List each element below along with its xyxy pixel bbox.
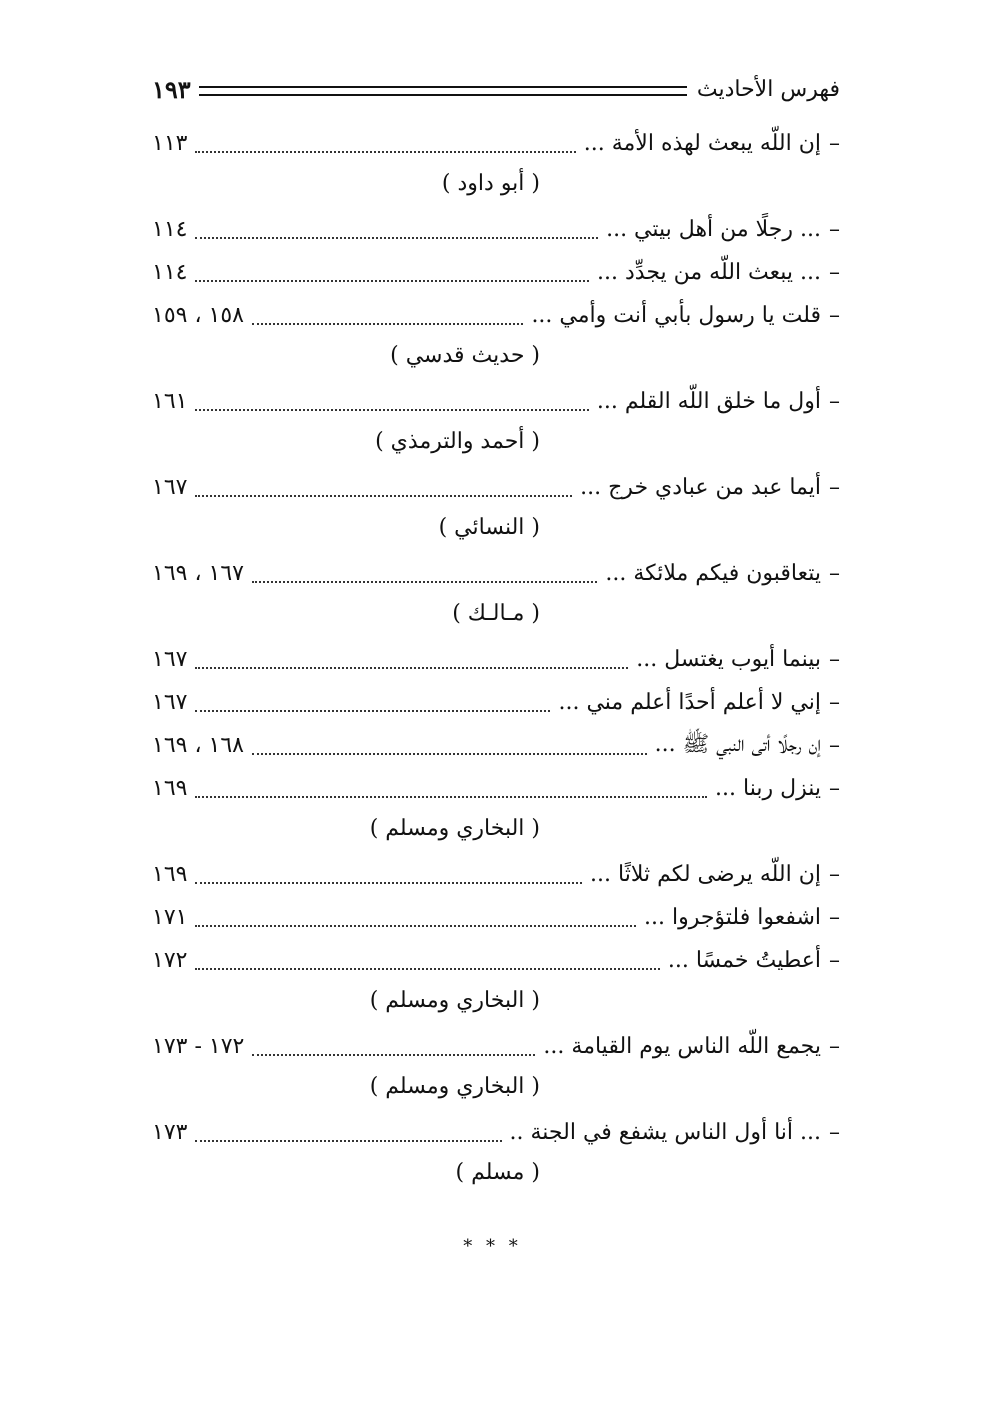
dot-leader	[195, 237, 598, 239]
index-entry-row	[152, 380, 840, 423]
index-entry-row	[152, 724, 840, 767]
page-reference: ١١٤	[152, 217, 188, 242]
entry-dash: –	[829, 389, 840, 414]
hadith-incipit: أعطيتُ خمسًا ...	[667, 948, 821, 973]
section-end-stars: * * *	[463, 1236, 522, 1257]
page-reference: ١٦٩	[152, 776, 188, 801]
entry-dash: –	[829, 260, 840, 285]
source-attribution-row	[152, 982, 840, 1025]
source-attribution-row	[152, 595, 840, 638]
index-entry-row	[152, 896, 840, 939]
page-reference: ١٦٧	[152, 647, 188, 672]
page-reference: ١٧٢	[152, 948, 188, 973]
dot-leader	[195, 495, 572, 497]
dot-leader	[195, 882, 582, 884]
entry-dash: –	[829, 776, 840, 801]
page-reference: ١١٣	[152, 131, 188, 156]
page-reference: ١٧٣	[152, 1120, 188, 1145]
page-reference: ١٦٧	[152, 475, 188, 500]
dot-leader	[195, 667, 628, 669]
entry-dash: –	[829, 131, 840, 156]
page-reference: ١٧٢ - ١٧٣	[152, 1034, 245, 1059]
header-title: فهرس الأحاديث	[696, 76, 840, 102]
page-reference: ١٦٧	[152, 690, 188, 715]
hadith-incipit: يجمع اللّه الناس يوم القيامة ...	[543, 1034, 821, 1059]
dot-leader	[195, 925, 636, 927]
index-entry-row	[152, 251, 840, 294]
source-attribution: ( حديث قدسي )	[390, 343, 540, 368]
index-entry-row	[152, 638, 840, 681]
hadith-incipit: بينما أيوب يغتسل ...	[636, 647, 821, 672]
source-attribution: ( النسائي )	[438, 515, 540, 540]
hadith-incipit: إني لا أعلم أحدًا أعلم مني ...	[558, 690, 821, 715]
hadith-incipit: إن اللّه يبعث لهذه الأمة ...	[583, 131, 821, 156]
index-entry-row	[152, 208, 840, 251]
hadith-incipit: اشفعوا فلتؤجروا ...	[643, 905, 821, 930]
page-number: ١٩٣	[152, 74, 191, 104]
hadith-incipit: إن اللّه يرضى لكم ثلاثًا ...	[590, 862, 821, 887]
source-attribution-row	[152, 1068, 840, 1111]
dot-leader	[195, 796, 707, 798]
entry-dash: –	[829, 948, 840, 973]
entry-dash: –	[829, 1034, 840, 1059]
hadith-incipit: ... رجلًا من أهل بيتي ...	[606, 217, 821, 242]
dot-leader	[252, 323, 523, 325]
index-entry-row	[152, 466, 840, 509]
hadith-incipit: إن رجلًا أتى النبي ﷺ ...	[654, 731, 821, 757]
index-entry-row	[152, 1025, 840, 1068]
dot-leader	[195, 710, 550, 712]
entry-dash: –	[829, 475, 840, 500]
source-attribution: ( البخاري ومسلم )	[369, 1074, 540, 1099]
dot-leader	[195, 409, 588, 411]
index-entry-row	[152, 122, 840, 165]
entry-dash: –	[829, 690, 840, 715]
source-attribution: ( البخاري ومسلم )	[369, 988, 540, 1013]
dot-leader	[252, 581, 597, 583]
page-reference: ١١٤	[152, 260, 188, 285]
source-attribution-row	[152, 165, 840, 208]
source-attribution: ( أحمد والترمذي )	[375, 429, 540, 454]
source-attribution-row	[152, 509, 840, 552]
index-entry-row	[152, 552, 840, 595]
dot-leader	[252, 1054, 535, 1056]
page-reference: ١٦٧ ، ١٦٩	[152, 561, 244, 586]
entry-dash: –	[829, 905, 840, 930]
dot-leader	[195, 968, 659, 970]
hadith-index-list	[152, 122, 840, 1197]
index-entry-row	[152, 853, 840, 896]
entry-dash: –	[829, 217, 840, 242]
source-attribution-row	[152, 337, 840, 380]
dot-leader	[252, 753, 647, 755]
page-reference: ١٦٩	[152, 862, 188, 887]
dot-leader	[195, 151, 575, 153]
index-entry-row	[152, 1111, 840, 1154]
hadith-incipit: أول ما خلق اللّه القلم ...	[596, 389, 821, 414]
source-attribution-row	[152, 810, 840, 853]
dot-leader	[195, 280, 589, 282]
source-attribution: ( مـالـك )	[452, 601, 540, 626]
hadith-incipit: ينزل ربنا ...	[715, 776, 821, 801]
dot-leader	[195, 1140, 501, 1142]
hadith-incipit: ... يبعث اللّه من يجدِّد ...	[597, 260, 821, 285]
page-reference: ١٥٨ ، ١٥٩	[152, 303, 244, 328]
source-attribution: ( مسلم )	[455, 1160, 540, 1185]
index-entry-row	[152, 681, 840, 724]
index-entry-row	[152, 294, 840, 337]
hadith-incipit: أيما عبد من عبادي خرج ...	[580, 475, 821, 500]
page-reference: ١٦٨ ، ١٦٩	[152, 733, 244, 758]
source-attribution: ( أبو داود )	[441, 171, 540, 196]
page-reference: ١٧١	[152, 905, 188, 930]
hadith-incipit: ... أنا أول الناس يشفع في الجنة ..	[509, 1120, 821, 1145]
index-entry-row	[152, 767, 840, 810]
entry-dash: –	[829, 862, 840, 887]
page-header	[152, 72, 840, 106]
entry-dash: –	[829, 1120, 840, 1145]
index-entry-row	[152, 939, 840, 982]
hadith-incipit: قلت يا رسول بأبي أنت وأمي ...	[531, 303, 821, 328]
entry-dash: –	[829, 303, 840, 328]
page-reference: ١٦١	[152, 389, 188, 414]
entry-dash: –	[829, 561, 840, 586]
hadith-incipit: يتعاقبون فيكم ملائكة ...	[605, 561, 821, 586]
source-attribution-row	[152, 423, 840, 466]
source-attribution: ( البخاري ومسلم )	[369, 816, 540, 841]
source-attribution-row	[152, 1154, 840, 1197]
header-double-rule	[199, 86, 687, 96]
entry-dash: –	[829, 647, 840, 672]
entry-dash: –	[829, 733, 840, 758]
